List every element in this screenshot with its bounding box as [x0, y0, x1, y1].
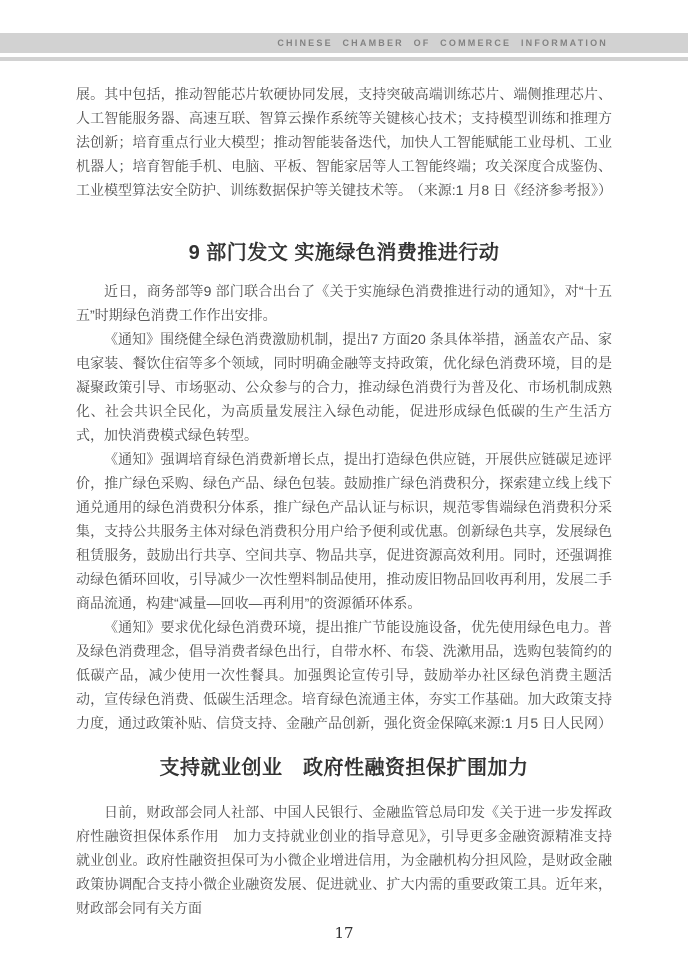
- paragraph: [76, 800, 612, 920]
- article-ai-continuation: [76, 82, 612, 238]
- paragraph-text: 《通知》要求优化绿色消费环境，提出推广节能设施设备，优先使用绿色电力。普及绿色消费理念，倡导消费者绿色出行，自带水杯、布袋、洗漱用品，选购包装简约的低碳产品，减少使用一次性餐具。加强舆论宣传引导，鼓励举办社区绿色消费主题活动，宣传绿色消费、低碳生活理念。培育绿色流通主体，夯实工作基础。加大政策支持力度，通过政策补贴、信贷支持、金融产品创新，强化资金保障。: [76, 619, 612, 731]
- header-banner-text: CHINESE CHAMBER OF COMMERCE INFORMATION: [277, 38, 608, 48]
- paragraph-text: 《通知》围绕健全绿色消费激励机制，提出7 方面20 条具体举措，涵盖农产品、家电家装、餐饮住宿等多个领域，同时明确金融等支持政策，优化绿色消费环境，目的是凝聚政策引导、市场驱动、公众参与的合力，推动绿色消费行为普及化、市场机制成熟化、社会共识全民化，为高质量发展注入绿色动能，促进形成绿色低碳的生产生活方式，加快消费模式绿色转型。: [76, 331, 612, 443]
- paragraph: [76, 327, 612, 447]
- header-band: [0, 33, 688, 53]
- article-title: 支持就业创业 政府性融资担保扩围加力: [159, 757, 529, 779]
- paragraph: [76, 82, 612, 202]
- paragraph-text: 日前，财政部会同人社部、中国人民银行、金融监管总局印发《关于进一步发挥政府性融资担保体系作用 加力支持就业创业的指导意见》，引导更多金融资源精准支持就业创业。政府性融资担保可为小微企业增进信用，为金融机构分担风险，是财政金融政策协调配合支持小微企业融资发展、促进就业、扩大内需的重要政策工具。近年来，财政部会同有关方面: [76, 804, 612, 916]
- header-rule: [0, 57, 688, 61]
- paragraph: [76, 279, 612, 327]
- paragraph: [76, 615, 612, 735]
- paragraph: [76, 447, 612, 615]
- source-attribution: （来源:1 月5 日人民网）: [458, 715, 612, 731]
- source-attribution: （来源:1 月8 日《经济参考报》）: [409, 182, 612, 198]
- article-title: 9 部门发文 实施绿色消费推进行动: [188, 242, 500, 264]
- paragraph-text: 展。其中包括，推动智能芯片软硬协同发展，支持突破高端训练芯片、端侧推理芯片、人工智能服务器、高速互联、智算云操作系统等关键核心技术；支持模型训练和推理方法创新；培育重点行业大模型；推动智能装备迭代，加快人工智能赋能工业母机、工业机器人；培育智能手机、电脑、平板、智能家居等人工智能终端；攻关深度合成鉴伪、工业模型算法安全防护、训练数据保护等关键技术等。: [76, 86, 612, 198]
- article-green-consumption: [76, 240, 612, 753]
- paragraph-text: 《通知》强调培育绿色消费新增长点，提出打造绿色供应链，开展供应链碳足迹评价，推广绿色采购、绿色产品、绿色包装。鼓励推广绿色消费积分，探索建立线上线下通兑通用的绿色消费积分体系，推广绿色产品认证与标识，规范零售端绿色消费积分采集，支持公共服务主体对绿色消费积分用户给予便利或优惠。创新绿色共享，发展绿色租赁服务，鼓励出行共享、空间共享、物品共享，促进资源高效利用。同时，还强调推动绿色循环回收，引导减少一次性塑料制品使用，推动废旧物品回收再利用，发展二手商品流通，构建“减量—回收—再利用”的资源循环体系。: [76, 451, 612, 611]
- page-number: 17: [334, 924, 354, 942]
- paragraph-text: 近日，商务部等9 部门联合出台了《关于实施绿色消费推进行动的通知》，对“十五五”时期绿色消费工作作出安排。: [76, 283, 612, 323]
